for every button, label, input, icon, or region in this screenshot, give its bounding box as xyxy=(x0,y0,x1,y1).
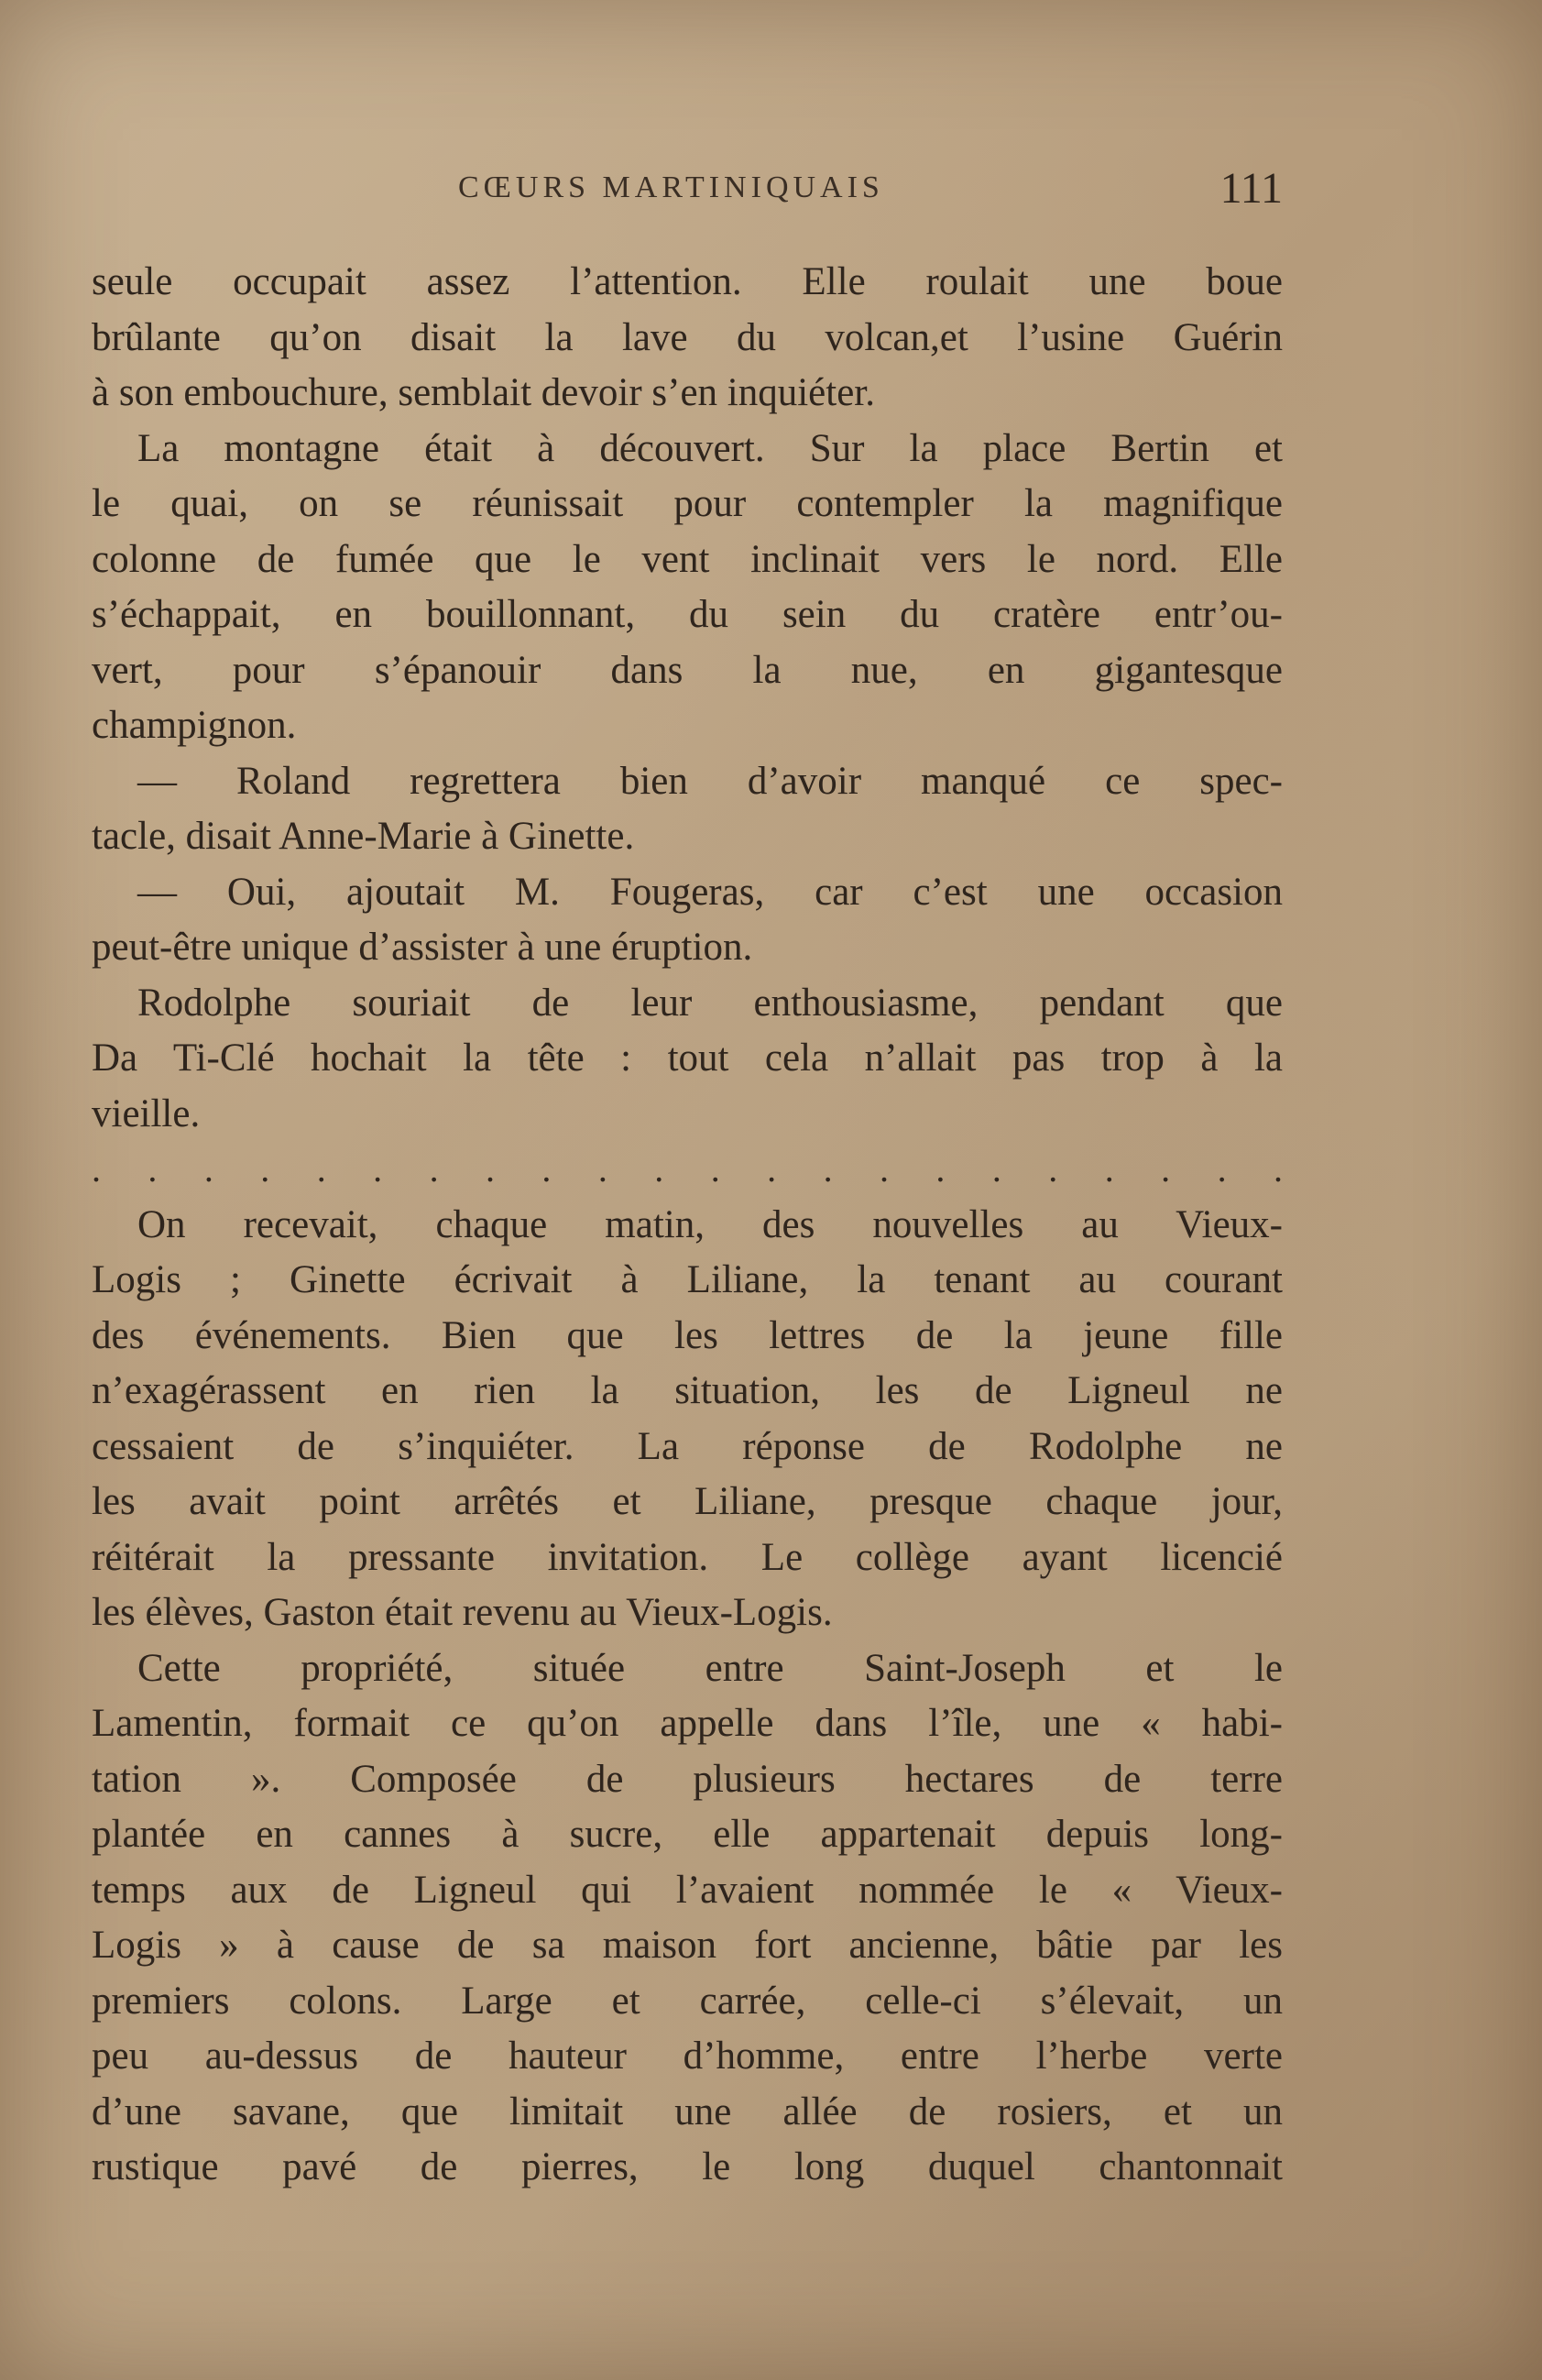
body-text xyxy=(92,255,1283,2196)
page-number: 111 xyxy=(1219,164,1283,213)
text-line: d’une savane, que limitait une allée de rosiers, et un xyxy=(92,2089,1283,2133)
text-line: réitérait la pressante invitation. Le collège ayant licencié xyxy=(92,1535,1283,1579)
text-line: tation ». Composée de plusieurs hectares de terre xyxy=(92,1757,1283,1801)
text-line: colonne de fumée que le vent inclinait vers le nord. Elle xyxy=(92,537,1283,581)
text-line: — Roland regrettera bien d’avoir manqué ce spec- xyxy=(137,759,1283,803)
text-line: On recevait, chaque matin, des nouvelles au Vieux- xyxy=(137,1202,1283,1246)
text-line: les avait point arrêtés et Liliane, presque chaque jour, xyxy=(92,1480,1283,1523)
text-line: Cette propriété, située entre Saint-Joseph et le xyxy=(137,1646,1283,1690)
text-line: rustique pavé de pierres, le long duquel chantonnait xyxy=(92,2145,1283,2188)
text-line: plantée en cannes à sucre, elle appartenait depuis long- xyxy=(92,1813,1283,1856)
text-line: brûlante qu’on disait la lave du volcan,et l’usine Guérin xyxy=(92,315,1283,359)
text-line: Rodolphe souriait de leur enthousiasme, pendant que xyxy=(137,981,1283,1025)
text-line: vieille. xyxy=(92,1091,201,1135)
text-line: Logis » à cause de sa maison fort ancienne, bâtie par les xyxy=(92,1924,1283,1967)
text-line: des événements. Bien que les lettres de la jeune fille xyxy=(92,1313,1283,1357)
text-line: Da Ti-Clé hochait la tête : tout cela n’allait pas trop à la xyxy=(92,1036,1283,1080)
text-line: seule occupait assez l’attention. Elle roulait une boue xyxy=(92,260,1283,303)
text-line: La montagne était à découvert. Sur la place Bertin et xyxy=(137,426,1283,470)
text-line: Logis ; Ginette écrivait à Liliane, la tenant au courant xyxy=(92,1258,1283,1301)
text-line: n’exagérassent en rien la situation, les de Ligneul ne xyxy=(92,1369,1283,1412)
section-break-dots: . . . . . . . . . . . . . . . . . . . . . . xyxy=(92,1148,1283,1190)
text-line: cessaient de s’inquiéter. La réponse de Rodolphe ne xyxy=(92,1424,1283,1468)
running-title: CŒURS MARTINIQUAIS xyxy=(458,170,884,204)
text-line: s’échappait, en bouillonnant, du sein du cratère entr’ou- xyxy=(92,593,1283,636)
text-line: tacle, disait Anne-Marie à Ginette. xyxy=(92,815,635,858)
text-line: à son embouchure, semblait devoir s’en inquiéter. xyxy=(92,371,875,414)
text-line: Lamentin, formait ce qu’on appelle dans l’île, une « habi- xyxy=(92,1702,1283,1745)
text-line: premiers colons. Large et carrée, celle-ci s’élevait, un xyxy=(92,1979,1283,2023)
text-line: les élèves, Gaston était revenu au Vieux-Logis. xyxy=(92,1591,833,1634)
text-line: — Oui, ajoutait M. Fougeras, car c’est une occasion xyxy=(137,870,1283,914)
text-line: temps aux de Ligneul qui l’avaient nommée le « Vieux- xyxy=(92,1868,1283,1912)
text-line: vert, pour s’épanouir dans la nue, en gigantesque xyxy=(92,648,1283,692)
text-line: peu au-dessus de hauteur d’homme, entre l’herbe verte xyxy=(92,2035,1283,2078)
text-line: champignon. xyxy=(92,704,297,747)
text-line: peut-être unique d’assister à une éruption. xyxy=(92,926,753,969)
text-line: le quai, on se réunissait pour contempler la magnifique xyxy=(92,482,1283,525)
running-header xyxy=(92,163,1283,213)
